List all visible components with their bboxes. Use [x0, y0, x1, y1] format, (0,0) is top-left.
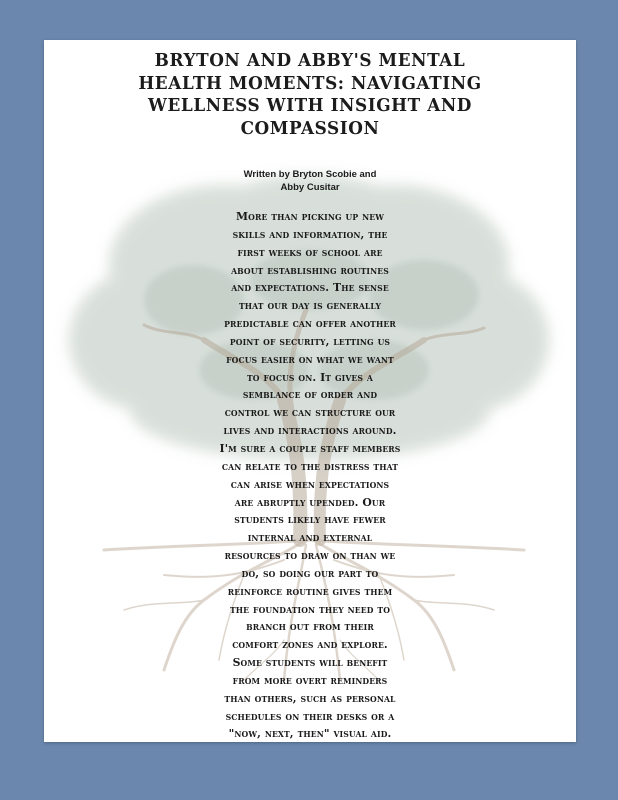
body-line: "now, next, then" visual aid. [228, 726, 392, 741]
body-line: reinforce routine gives them [227, 583, 393, 598]
body-line: semblance of order and [242, 387, 378, 402]
body-line: lives and interactions around. [223, 423, 397, 438]
body-line: More than picking up new [236, 209, 384, 223]
body-line: Some students will benefit [232, 655, 388, 670]
title-line: HEALTH MOMENTS: NAVIGATING [138, 73, 482, 94]
body-line: that our day is generally [238, 298, 382, 313]
byline-line: Written by Bryton Scobie and [243, 169, 377, 180]
byline-line: Abby Cusitar [280, 182, 340, 193]
byline [44, 168, 576, 194]
body-line: can relate to the distress that [221, 458, 399, 473]
body-line: skills and information, the [232, 226, 388, 241]
body-line: control we can structure our [224, 405, 396, 420]
body-line: do, so doing our part to [241, 565, 379, 580]
article-title [44, 50, 576, 140]
body-line: comfort zones and explore. [232, 637, 388, 652]
body-line: students likely have fewer [234, 512, 386, 527]
body-line: from more overt reminders [232, 672, 388, 687]
body-line: the foundation they need to [229, 601, 391, 616]
body-line: branch out from their [246, 619, 374, 634]
newsletter-page [44, 40, 576, 742]
body-line: and expectations. The sense [231, 280, 389, 295]
body-line: first weeks of school are [237, 244, 383, 259]
body-line: than others, such as personal [224, 690, 396, 705]
body-line: about establishing routines [231, 262, 389, 277]
body-line: are abruptly upended. Our [234, 494, 386, 509]
title-line: WELLNESS WITH INSIGHT AND [148, 96, 472, 116]
body-line: can arise when expectations [230, 476, 390, 491]
title-line: COMPASSION [240, 118, 380, 139]
body-line: focus easier on what we want [226, 351, 394, 366]
body-line: internal and external [247, 530, 373, 545]
body-line: predictable can offer another [224, 316, 396, 331]
body-line: schedules on their desks or a [225, 708, 395, 723]
body-line: point of security, letting us [229, 333, 391, 348]
body-line: to focus on. It gives a [246, 369, 373, 384]
body-line: resources to draw on than we [224, 548, 396, 563]
title-line: BRYTON AND ABBY'S MENTAL [154, 51, 466, 71]
body-line: I'm sure a couple staff members [219, 440, 401, 455]
article-body [44, 208, 576, 742]
